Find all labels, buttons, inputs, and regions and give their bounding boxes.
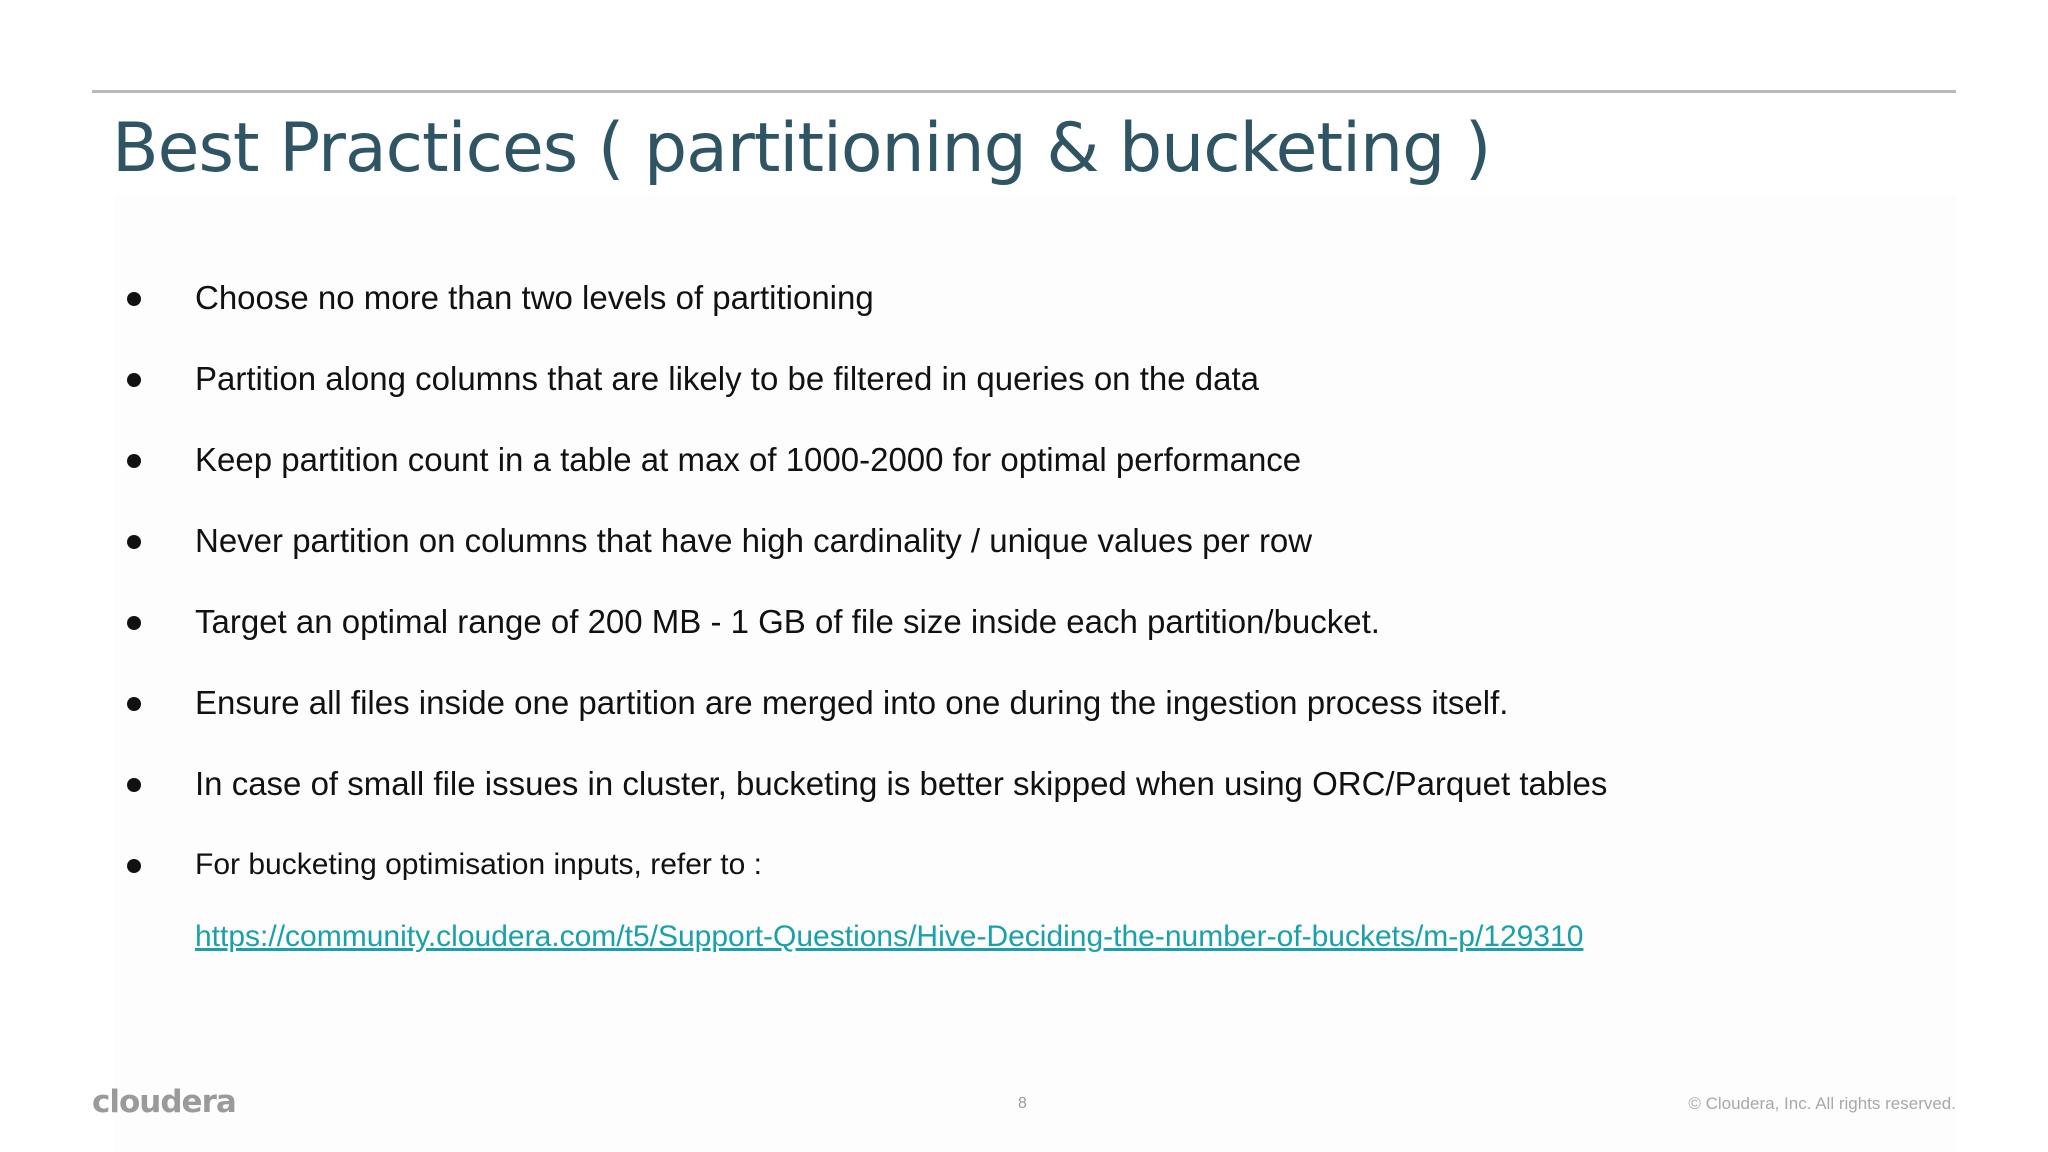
slide-title: Best Practices ( partitioning & bucketing ) <box>112 109 1491 188</box>
bullet-icon <box>127 616 141 630</box>
bullet-icon <box>127 292 141 306</box>
bullet-item <box>118 513 1313 594</box>
reference-link[interactable]: https://community.cloudera.com/t5/Support-Questions/Hive-Deciding-the-number-of-buckets/m-p/129310 <box>195 920 1584 953</box>
bullet-icon <box>127 697 141 711</box>
bullet-icon <box>127 373 141 387</box>
bullet-icon <box>127 859 141 873</box>
bullet-item <box>118 270 874 351</box>
bullet-item <box>118 351 1259 432</box>
bullet-item <box>118 756 1608 837</box>
cloudera-logo: cloudera <box>92 1084 236 1120</box>
bullet-text: Ensure all files inside one partition are merged into one during the ingestion process itself. <box>195 684 1509 721</box>
top-divider <box>92 90 1956 93</box>
bullet-icon <box>127 454 141 468</box>
bullet-item <box>118 432 1302 513</box>
content-panel <box>114 195 1956 1152</box>
page-number: 8 <box>1018 1095 1027 1112</box>
bullet-item <box>118 837 762 918</box>
bullet-text: Never partition on columns that have high cardinality / unique values per row <box>195 522 1313 559</box>
bullet-text: In case of small file issues in cluster, bucketing is better skipped when using ORC/Parquet tables <box>195 765 1608 802</box>
bullet-icon <box>127 778 141 792</box>
bullet-text: For bucketing optimisation inputs, refer to : <box>195 848 762 881</box>
bullet-item <box>118 594 1380 675</box>
copyright-notice: © Cloudera, Inc. All rights reserved. <box>1688 1094 1956 1113</box>
bullet-icon <box>127 535 141 549</box>
best-practices-list <box>118 270 1608 918</box>
bullet-text: Keep partition count in a table at max of 1000-2000 for optimal performance <box>195 441 1302 478</box>
bullet-text: Partition along columns that are likely to be filtered in queries on the data <box>195 360 1259 397</box>
bullet-item <box>118 675 1509 756</box>
bullet-text: Choose no more than two levels of partitioning <box>195 279 874 316</box>
bullet-text: Target an optimal range of 200 MB - 1 GB of file size inside each partition/bucket. <box>195 603 1380 640</box>
